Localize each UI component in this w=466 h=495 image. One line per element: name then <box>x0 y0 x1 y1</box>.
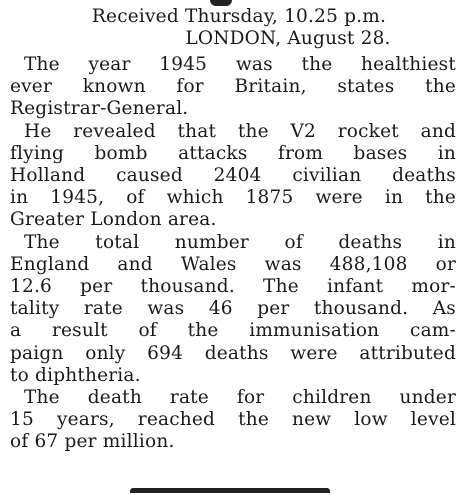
paragraph-4 <box>10 387 456 454</box>
text-line: tality rate was 46 per thousand. As <box>10 298 456 320</box>
bottom-rule-mark <box>130 488 330 493</box>
text-line: England and Wales was 488,108 or <box>10 253 456 275</box>
dateline-place-date: LONDON, August 28. <box>185 28 391 49</box>
dateline-received: Received Thursday, 10.25 p.m. <box>91 6 387 27</box>
text-line: 12.6 per thousand. The infant mor- <box>10 276 456 298</box>
text-line: The total number of deaths in <box>24 231 456 253</box>
article-body <box>10 54 456 454</box>
text-line: in 1945, of which 1875 were in the <box>10 187 456 209</box>
text-line: paign only 694 deaths were attributed <box>10 342 456 364</box>
text-line: 15 years, reached the new low level <box>10 409 456 431</box>
text-line: The death rate for children under <box>24 387 456 409</box>
text-line: ever known for Britain, states the <box>10 76 456 98</box>
text-line: a result of the immunisation cam- <box>10 320 456 342</box>
text-line: to diphtheria. <box>10 364 141 386</box>
text-line: of 67 per million. <box>10 431 175 453</box>
text-line: Greater London area. <box>10 209 217 231</box>
text-line: Holland caused 2404 civilian deaths <box>10 165 456 187</box>
paragraph-1 <box>10 54 456 121</box>
text-line: Registrar-General. <box>10 98 189 120</box>
text-line: He revealed that the V2 rocket and <box>24 120 456 142</box>
text-line: The year 1945 was the healthiest <box>24 54 456 75</box>
paragraph-2 <box>10 121 456 232</box>
paragraph-3 <box>10 232 456 387</box>
text-line: flying bomb attacks from bases in <box>10 142 456 164</box>
